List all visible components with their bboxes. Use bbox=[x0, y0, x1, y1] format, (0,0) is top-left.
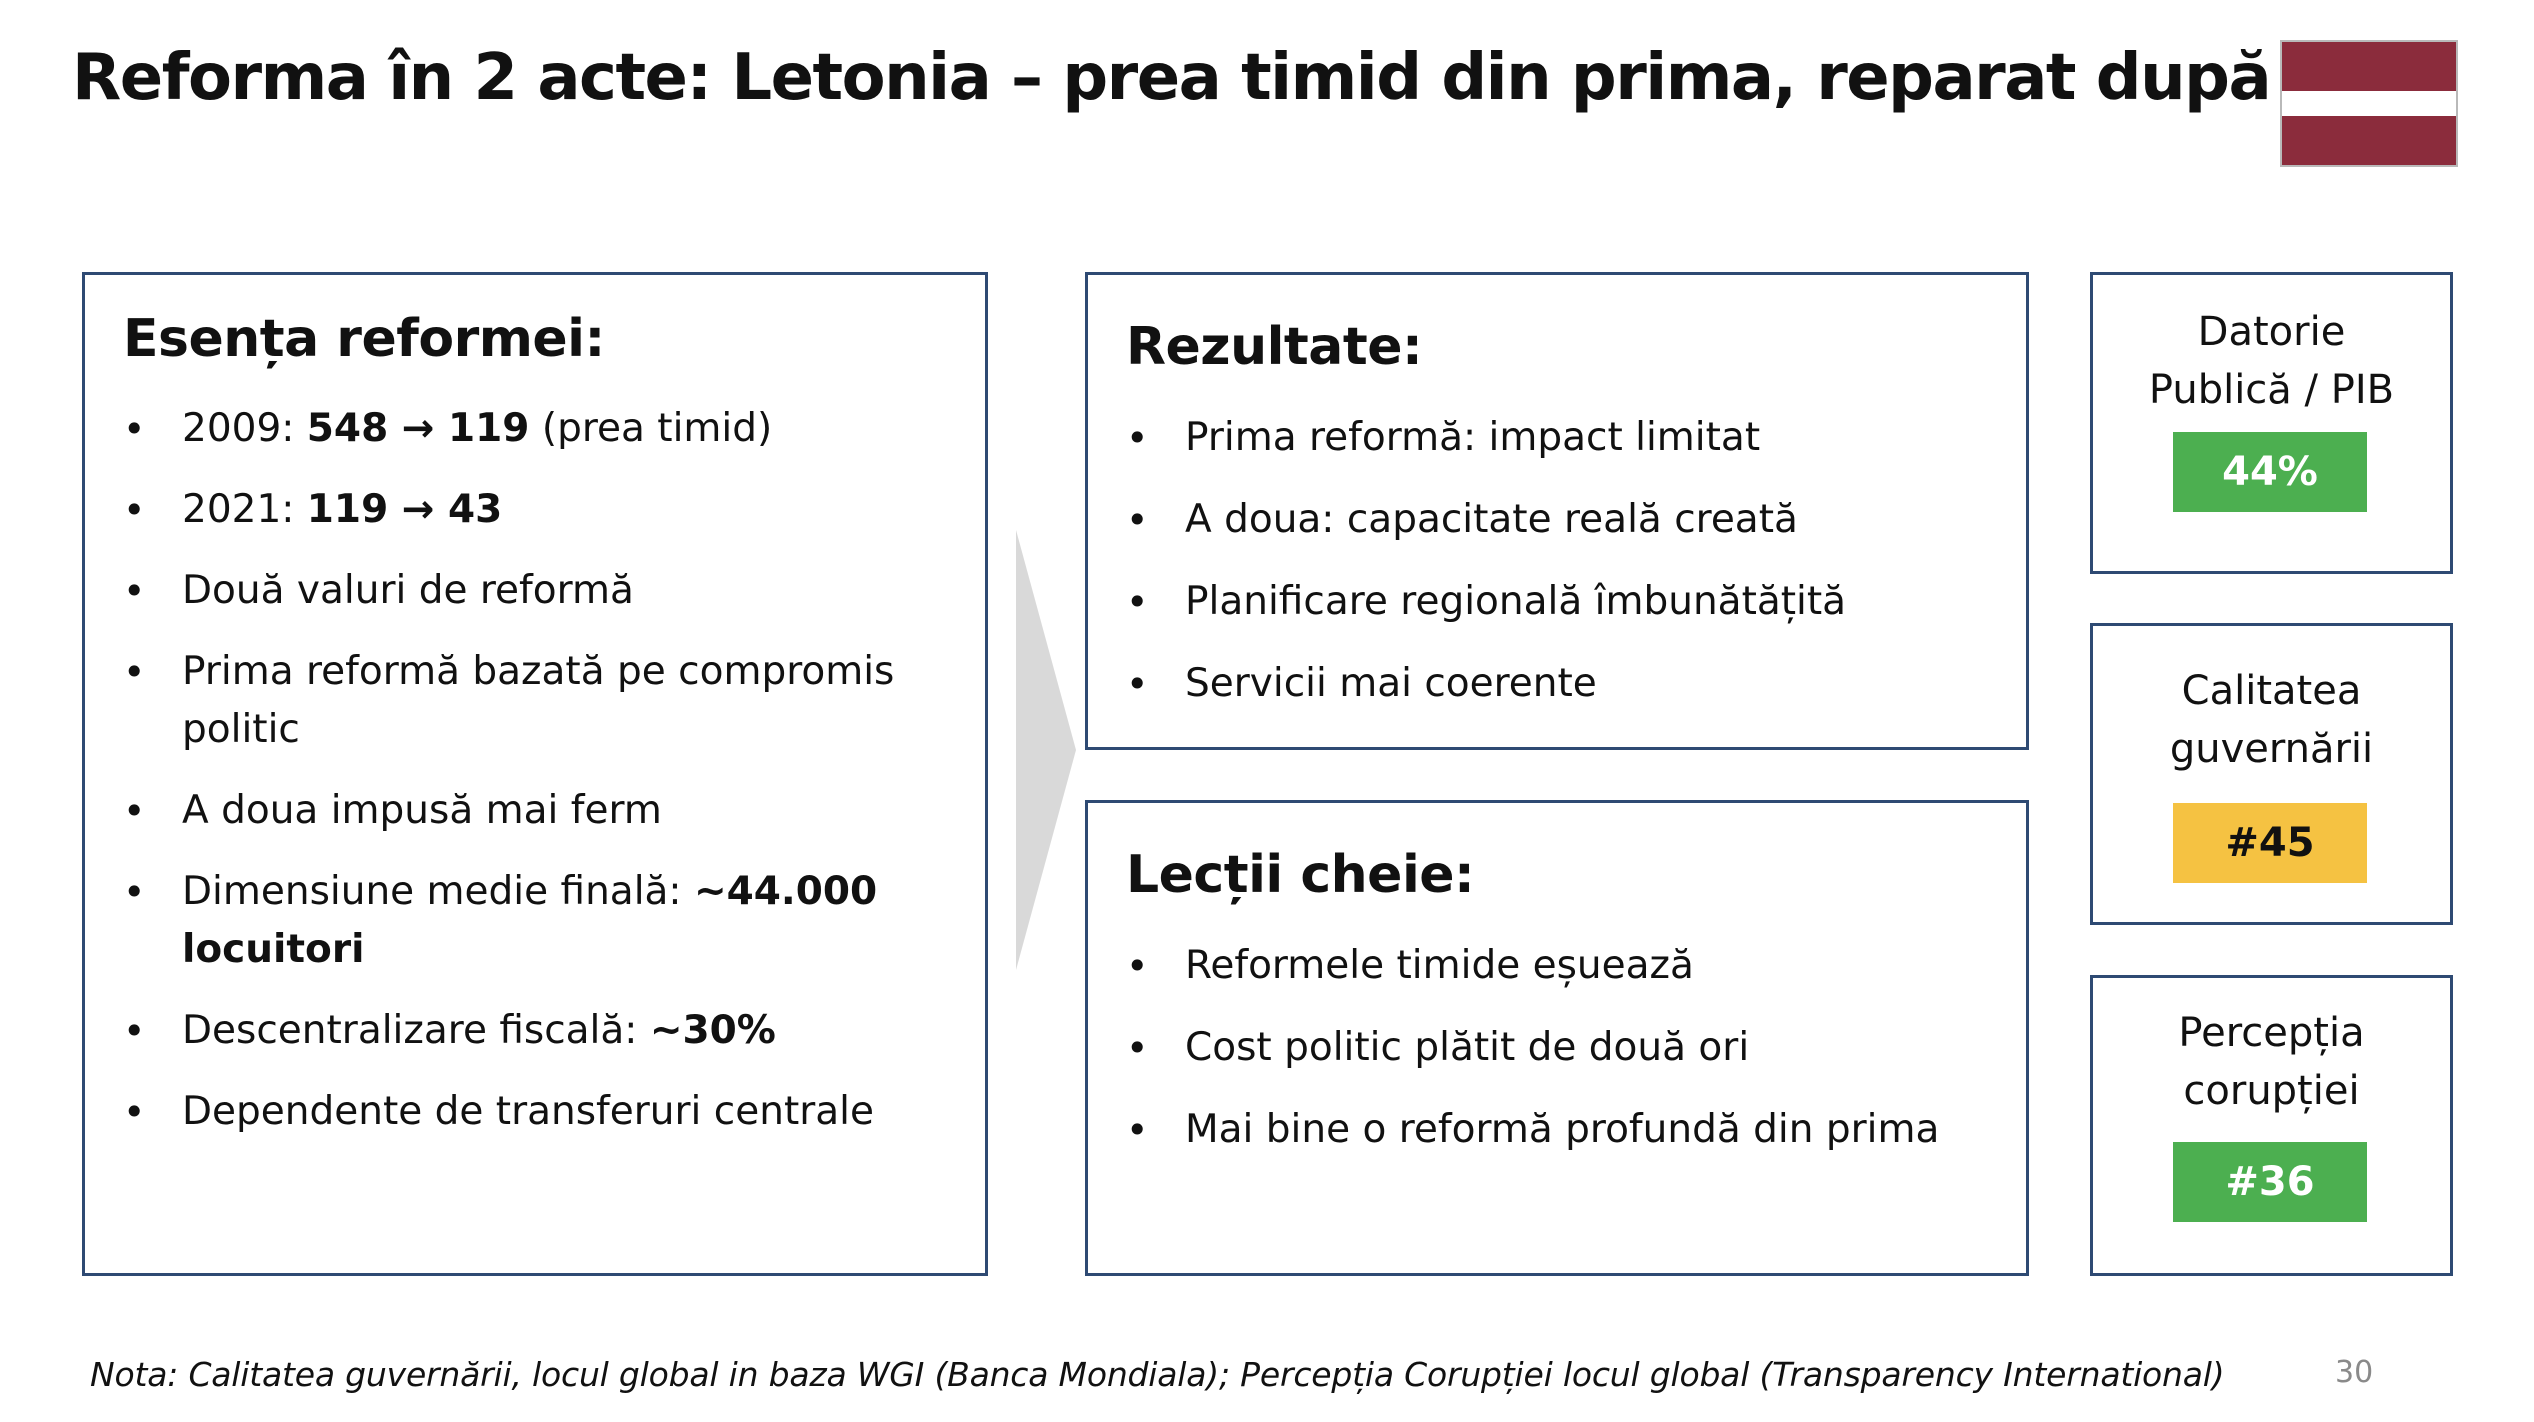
bullet-item bbox=[1126, 1101, 2006, 1159]
flag-stripe-top bbox=[2282, 42, 2456, 91]
bullet-text: Reformele timide eșuează bbox=[1185, 943, 1694, 988]
bullet-text: (prea timid) bbox=[529, 406, 773, 451]
metric-value-badge: #36 bbox=[2173, 1142, 2367, 1222]
bullet-text: Dimensiune medie finală: bbox=[182, 869, 694, 914]
bullet-icon: • bbox=[123, 650, 146, 694]
bullet-item bbox=[123, 782, 943, 840]
bullet-text-bold: 119 → 43 bbox=[306, 487, 503, 532]
bullet-item bbox=[123, 1002, 943, 1060]
essence-list bbox=[123, 400, 943, 1164]
bullet-icon: • bbox=[123, 1090, 146, 1134]
metric-label: corupției bbox=[2183, 1068, 2360, 1114]
bullet-icon: • bbox=[123, 407, 146, 451]
bullet-icon: • bbox=[1126, 662, 1149, 706]
bullet-item bbox=[123, 400, 943, 458]
slide-title: Reforma în 2 acte: Letonia – prea timid din prima, reparat după bbox=[72, 41, 2271, 115]
metric-card-debt bbox=[2090, 272, 2453, 574]
bullet-item bbox=[123, 643, 943, 759]
bullet-item bbox=[123, 863, 943, 979]
bullet-text-bold: 548 → 119 bbox=[306, 406, 530, 451]
bullet-text: Dependente de transferuri centrale bbox=[182, 1089, 875, 1134]
bullet-text: Două valuri de reformă bbox=[182, 568, 634, 613]
bullet-item bbox=[123, 481, 943, 539]
bullet-item bbox=[123, 562, 943, 620]
bullet-text: Planificare regională îmbunătățită bbox=[1185, 579, 1847, 624]
bullet-text: 2021: bbox=[182, 487, 307, 532]
bullet-icon: • bbox=[123, 569, 146, 613]
bullet-item bbox=[1126, 491, 2006, 549]
metric-label: Publică / PIB bbox=[2148, 367, 2395, 413]
bullet-icon: • bbox=[1126, 498, 1149, 542]
essence-heading: Esența reformei: bbox=[123, 309, 605, 369]
results-heading: Rezultate: bbox=[1126, 317, 1423, 377]
bullet-icon: • bbox=[1126, 1108, 1149, 1152]
bullet-text-bold: ~30% bbox=[649, 1008, 776, 1053]
results-list bbox=[1126, 409, 2006, 737]
bullet-item bbox=[1126, 573, 2006, 631]
metric-card-corruption bbox=[2090, 975, 2453, 1276]
bullet-text: A doua impusă mai ferm bbox=[182, 788, 662, 833]
flag-stripe-bottom bbox=[2282, 116, 2456, 165]
metric-label: Percepția bbox=[2178, 1010, 2365, 1056]
bullet-text: Prima reformă bazată pe compromis politic bbox=[182, 649, 895, 752]
bullet-icon: • bbox=[1126, 944, 1149, 988]
flow-arrow-shape bbox=[1016, 530, 1076, 970]
bullet-item bbox=[1126, 409, 2006, 467]
bullet-item bbox=[1126, 1019, 2006, 1077]
essence-box bbox=[82, 272, 988, 1276]
bullet-text: 2009: bbox=[182, 406, 307, 451]
bullet-icon: • bbox=[123, 1009, 146, 1053]
bullet-icon: • bbox=[123, 870, 146, 914]
metric-label: guvernării bbox=[2169, 726, 2374, 772]
bullet-icon: • bbox=[123, 488, 146, 532]
metric-value-badge: #45 bbox=[2173, 803, 2367, 883]
lessons-list bbox=[1126, 937, 2006, 1183]
page-number: 30 bbox=[2335, 1355, 2374, 1390]
latvia-flag-icon bbox=[2280, 40, 2458, 167]
bullet-icon: • bbox=[1126, 1026, 1149, 1070]
bullet-text-bold: ~44.000 locuitori bbox=[182, 869, 878, 972]
bullet-text: A doua: capacitate reală creată bbox=[1185, 497, 1798, 542]
bullet-item bbox=[1126, 937, 2006, 995]
bullet-text: Mai bine o reformă profundă din prima bbox=[1185, 1107, 1940, 1152]
lessons-box bbox=[1085, 800, 2029, 1276]
metric-value-badge: 44% bbox=[2173, 432, 2367, 512]
bullet-text: Prima reformă: impact limitat bbox=[1185, 415, 1761, 460]
bullet-icon: • bbox=[1126, 580, 1149, 624]
metric-label: Calitatea bbox=[2181, 668, 2362, 714]
lessons-heading: Lecții cheie: bbox=[1126, 845, 1475, 905]
footnote: Nota: Calitatea guvernării, locul global in baza WGI (Banca Mondiala); Percepția Corupției locul global (Transparency International) bbox=[90, 1355, 2225, 1394]
flow-arrow-icon bbox=[1016, 530, 1076, 970]
bullet-text: Descentralizare fiscală: bbox=[182, 1008, 650, 1053]
bullet-icon: • bbox=[1126, 416, 1149, 460]
metric-label: Datorie bbox=[2197, 309, 2346, 355]
metric-card-governance bbox=[2090, 623, 2453, 925]
bullet-icon: • bbox=[123, 789, 146, 833]
bullet-item bbox=[123, 1083, 943, 1141]
results-box bbox=[1085, 272, 2029, 750]
bullet-text: Servicii mai coerente bbox=[1185, 661, 1597, 706]
flag-stripe-middle bbox=[2282, 91, 2456, 116]
bullet-text: Cost politic plătit de două ori bbox=[1185, 1025, 1750, 1070]
bullet-item bbox=[1126, 655, 2006, 713]
